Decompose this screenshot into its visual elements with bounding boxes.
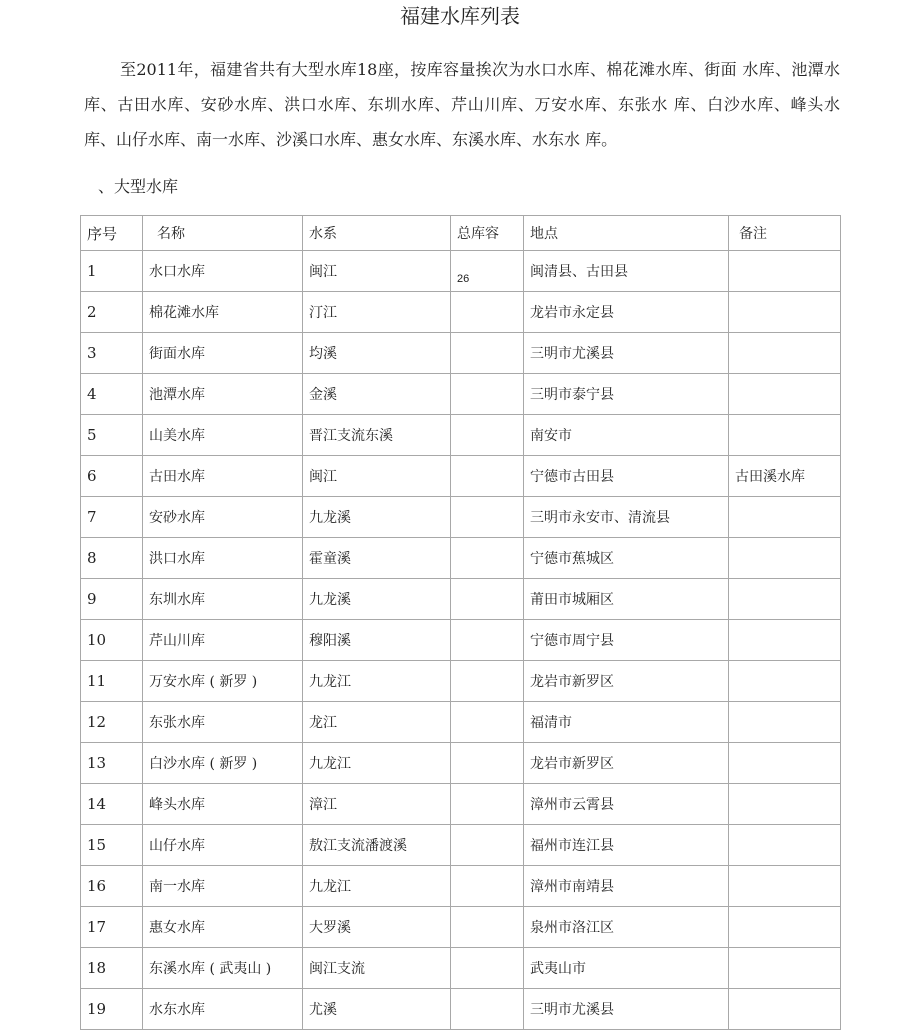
cell-index: 6 <box>81 456 143 497</box>
table-row <box>81 538 841 579</box>
cell-notes <box>729 538 841 579</box>
cell-name: 芹山川库 <box>143 620 303 661</box>
cell-name: 洪口水库 <box>143 538 303 579</box>
cell-notes <box>729 989 841 1030</box>
table-row <box>81 989 841 1030</box>
cell-name: 东溪水库 ( 武夷山 ) <box>143 948 303 989</box>
cell-river-system: 汀江 <box>303 292 451 333</box>
cell-notes <box>729 415 841 456</box>
table-row <box>81 866 841 907</box>
cell-index: 1 <box>81 251 143 292</box>
cell-location: 三明市永安市、清流县 <box>524 497 729 538</box>
cell-notes: 古田溪水库 <box>729 456 841 497</box>
header-notes: 备注 <box>729 216 841 251</box>
page-title: 福建水库列表 <box>400 4 520 28</box>
cell-river-system: 霍童溪 <box>303 538 451 579</box>
cell-capacity <box>451 456 524 497</box>
cell-river-system: 九龙溪 <box>303 579 451 620</box>
cell-river-system: 晋江支流东溪 <box>303 415 451 456</box>
cell-notes <box>729 661 841 702</box>
cell-notes <box>729 702 841 743</box>
cell-capacity <box>451 538 524 579</box>
cell-name: 山美水库 <box>143 415 303 456</box>
cell-index: 10 <box>81 620 143 661</box>
cell-location: 闽清县、古田县 <box>524 251 729 292</box>
cell-river-system: 尤溪 <box>303 989 451 1030</box>
cell-river-system: 闽江支流 <box>303 948 451 989</box>
cell-index: 3 <box>81 333 143 374</box>
cell-index: 12 <box>81 702 143 743</box>
cell-index: 8 <box>81 538 143 579</box>
cell-river-system: 龙江 <box>303 702 451 743</box>
cell-river-system: 均溪 <box>303 333 451 374</box>
cell-notes <box>729 333 841 374</box>
section-heading: 、大型水库 <box>98 177 179 196</box>
cell-river-system: 九龙溪 <box>303 497 451 538</box>
table-row <box>81 620 841 661</box>
table-row <box>81 784 841 825</box>
cell-capacity <box>451 620 524 661</box>
table-row <box>81 456 841 497</box>
cell-index: 2 <box>81 292 143 333</box>
cell-location: 宁德市古田县 <box>524 456 729 497</box>
cell-index: 13 <box>81 743 143 784</box>
cell-capacity <box>451 825 524 866</box>
cell-notes <box>729 251 841 292</box>
cell-index: 18 <box>81 948 143 989</box>
cell-name: 万安水库 ( 新罗 ) <box>143 661 303 702</box>
cell-river-system: 九龙江 <box>303 743 451 784</box>
cell-notes <box>729 825 841 866</box>
cell-name: 峰头水库 <box>143 784 303 825</box>
cell-location: 莆田市城厢区 <box>524 579 729 620</box>
cell-river-system: 漳江 <box>303 784 451 825</box>
cell-notes <box>729 620 841 661</box>
cell-capacity <box>451 661 524 702</box>
table-row <box>81 251 841 292</box>
cell-capacity <box>451 948 524 989</box>
cell-name: 古田水库 <box>143 456 303 497</box>
cell-index: 9 <box>81 579 143 620</box>
cell-capacity <box>451 702 524 743</box>
cell-river-system: 九龙江 <box>303 661 451 702</box>
table-row <box>81 825 841 866</box>
cell-capacity <box>451 579 524 620</box>
header-capacity: 总库容 <box>451 216 524 251</box>
header-location: 地点 <box>524 216 729 251</box>
cell-notes <box>729 292 841 333</box>
cell-notes <box>729 948 841 989</box>
cell-capacity <box>451 415 524 456</box>
cell-index: 16 <box>81 866 143 907</box>
cell-index: 5 <box>81 415 143 456</box>
header-river-system: 水系 <box>303 216 451 251</box>
cell-index: 11 <box>81 661 143 702</box>
cell-location: 漳州市云霄县 <box>524 784 729 825</box>
cell-name: 山仔水库 <box>143 825 303 866</box>
cell-location: 三明市泰宁县 <box>524 374 729 415</box>
cell-notes <box>729 784 841 825</box>
cell-river-system: 九龙江 <box>303 866 451 907</box>
cell-river-system: 敖江支流潘渡溪 <box>303 825 451 866</box>
cell-location: 龙岩市新罗区 <box>524 743 729 784</box>
cell-name: 安砂水库 <box>143 497 303 538</box>
cell-location: 三明市尤溪县 <box>524 989 729 1030</box>
cell-river-system: 穆阳溪 <box>303 620 451 661</box>
cell-river-system: 大罗溪 <box>303 907 451 948</box>
cell-index: 15 <box>81 825 143 866</box>
cell-name: 白沙水库 ( 新罗 ) <box>143 743 303 784</box>
cell-name: 街面水库 <box>143 333 303 374</box>
cell-index: 14 <box>81 784 143 825</box>
cell-location: 宁德市蕉城区 <box>524 538 729 579</box>
cell-river-system: 闽江 <box>303 456 451 497</box>
cell-location: 武夷山市 <box>524 948 729 989</box>
cell-name: 水东水库 <box>143 989 303 1030</box>
cell-notes <box>729 743 841 784</box>
cell-capacity <box>451 333 524 374</box>
cell-name: 东张水库 <box>143 702 303 743</box>
cell-name: 南一水库 <box>143 866 303 907</box>
table-row <box>81 415 841 456</box>
cell-notes <box>729 374 841 415</box>
cell-name: 惠女水库 <box>143 907 303 948</box>
cell-name: 池潭水库 <box>143 374 303 415</box>
table-row <box>81 743 841 784</box>
cell-location: 龙岩市新罗区 <box>524 661 729 702</box>
table-row <box>81 333 841 374</box>
table-row <box>81 579 841 620</box>
cell-location: 福州市连江县 <box>524 825 729 866</box>
cell-location: 漳州市南靖县 <box>524 866 729 907</box>
header-name: 名称 <box>143 216 303 251</box>
cell-notes <box>729 866 841 907</box>
cell-location: 宁德市周宁县 <box>524 620 729 661</box>
cell-capacity <box>451 292 524 333</box>
cell-capacity <box>451 374 524 415</box>
cell-capacity <box>451 497 524 538</box>
table-row <box>81 661 841 702</box>
table-row <box>81 907 841 948</box>
cell-capacity <box>451 743 524 784</box>
cell-notes <box>729 907 841 948</box>
table-row <box>81 497 841 538</box>
table-row <box>81 702 841 743</box>
cell-river-system: 闽江 <box>303 251 451 292</box>
cell-capacity <box>451 866 524 907</box>
cell-location: 龙岩市永定县 <box>524 292 729 333</box>
cell-index: 17 <box>81 907 143 948</box>
intro-paragraph: 至2011年，福建省共有大型水库18座，按库容量挨次为水口水库、棉花滩水库、街面 水库、池潭水库、古田水库、安砂水库、洪口水库、东圳水库、芹山川库、万安水库、东张水 库、白沙水库、峰头水库、山仔水库、南一水库、沙溪口水库、惠女水库、东溪水库、水东水 库。 <box>84 60 840 149</box>
cell-capacity <box>451 989 524 1030</box>
reservoir-table <box>80 215 841 1030</box>
cell-capacity <box>451 907 524 948</box>
cell-capacity: 26 <box>451 251 524 292</box>
cell-location: 三明市尤溪县 <box>524 333 729 374</box>
cell-capacity <box>451 784 524 825</box>
table-header-row <box>81 216 841 251</box>
cell-location: 泉州市洛江区 <box>524 907 729 948</box>
table-row <box>81 292 841 333</box>
header-index: 序号 <box>81 216 143 251</box>
cell-name: 棉花滩水库 <box>143 292 303 333</box>
cell-notes <box>729 497 841 538</box>
cell-index: 4 <box>81 374 143 415</box>
cell-index: 19 <box>81 989 143 1030</box>
cell-river-system: 金溪 <box>303 374 451 415</box>
cell-name: 东圳水库 <box>143 579 303 620</box>
cell-notes <box>729 579 841 620</box>
table-row <box>81 948 841 989</box>
cell-index: 7 <box>81 497 143 538</box>
cell-location: 福清市 <box>524 702 729 743</box>
cell-name: 水口水库 <box>143 251 303 292</box>
cell-location: 南安市 <box>524 415 729 456</box>
table-row <box>81 374 841 415</box>
